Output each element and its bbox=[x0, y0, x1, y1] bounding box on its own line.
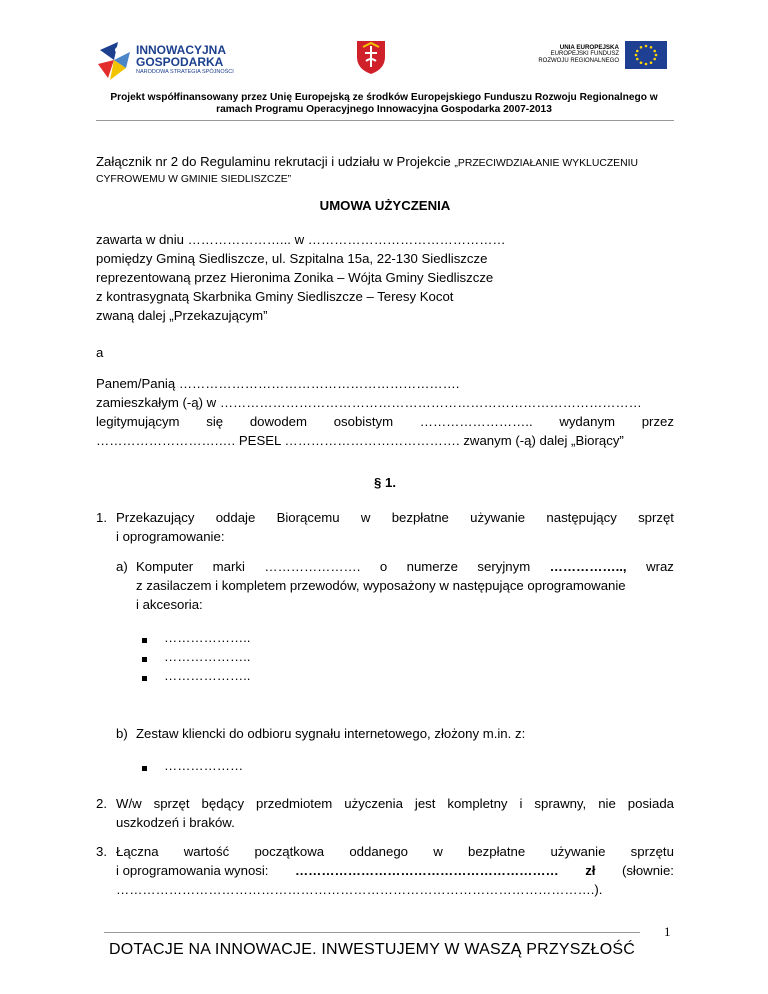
logo-text-line1: INNOWACYJNA bbox=[136, 43, 227, 57]
currency: zł bbox=[585, 863, 596, 878]
word: Biorącemu bbox=[276, 510, 340, 525]
word: oddaje bbox=[215, 510, 256, 525]
item-2-line1: W/w sprzęt będący przedmiotem użyczenia jest kompletny i sprawny, nie posiada bbox=[116, 796, 674, 811]
intro-line: pomiędzy Gminą Siedliszcze, ul. Szpitalna 15a, 22-130 Siedliszcze bbox=[96, 251, 488, 266]
word: numerze bbox=[406, 559, 458, 574]
intro-line: z kontrasygnatą Skarbnika Gminy Siedliszcze – Teresy Kocot bbox=[96, 289, 454, 304]
intro-line: zwaną dalej „Przekazującym” bbox=[96, 308, 268, 323]
eu-text-line2: EUROPEJSKI FUNDUSZ bbox=[550, 51, 619, 57]
intro-line: zawarta w dniu …………………... w ……………………………………… bbox=[96, 232, 506, 247]
funding-line2: ramach Programu Operacyjnego Innowacyjna Gospodarka 2007-2013 bbox=[216, 104, 552, 115]
header-divider bbox=[96, 120, 674, 121]
footer-divider bbox=[104, 932, 640, 933]
word: dowodem bbox=[249, 414, 307, 429]
project-name: „PRZECIWDZIAŁANIE WYKLUCZENIU bbox=[454, 158, 639, 169]
project-name-cont: CYFROWEMU W GMINIE SIEDLISZCZE” bbox=[96, 174, 292, 185]
bullet-icon bbox=[142, 657, 147, 662]
word: bezpłatne bbox=[468, 844, 526, 859]
word: Łączna bbox=[116, 844, 159, 859]
item-3-line3: ……………………………………………………………………………………………….). bbox=[116, 882, 603, 897]
serial-number-blank: …………….., bbox=[549, 559, 627, 574]
item-3-line1 bbox=[116, 842, 674, 861]
sub-b-text: Zestaw kliencki do odbioru sygnału internetowego, złożony m.in. z: bbox=[136, 726, 526, 741]
word: oddanego bbox=[349, 844, 408, 859]
party-line: Panem/Panią ………………………………………………………. bbox=[96, 376, 460, 391]
item-number: 2. bbox=[96, 796, 107, 811]
word: legitymującym bbox=[96, 414, 180, 429]
item-2-line2: uszkodzeń i braków. bbox=[116, 815, 235, 830]
word: wydanym bbox=[559, 414, 616, 429]
sub-a-line2: z zasilaczem i kompletem przewodów, wyposażony w następujące oprogramowanie bbox=[136, 578, 626, 593]
sub-a bbox=[136, 557, 674, 614]
and-word: a bbox=[96, 345, 104, 360]
section-heading: § 1. bbox=[374, 475, 396, 490]
word: następujący bbox=[546, 510, 617, 525]
party-id-line bbox=[96, 412, 674, 431]
word: początkowa bbox=[254, 844, 325, 859]
word: się bbox=[206, 414, 224, 429]
word: w bbox=[433, 844, 443, 859]
item-3-line2 bbox=[116, 861, 674, 880]
item-1 bbox=[116, 508, 674, 546]
list-item: ……………….. bbox=[164, 668, 251, 683]
eu-flag-icon bbox=[625, 41, 667, 69]
item-number: 3. bbox=[96, 844, 107, 859]
word: Komputer bbox=[136, 559, 194, 574]
amount-blank: …………………………………………………… bbox=[294, 863, 559, 878]
word: bezpłatne bbox=[391, 510, 449, 525]
bullet-icon bbox=[142, 638, 147, 643]
word: (słownie: bbox=[621, 863, 674, 878]
word: o bbox=[379, 559, 388, 574]
word: używanie bbox=[470, 510, 526, 525]
eu-logo bbox=[535, 44, 667, 70]
attachment-text: Załącznik nr 2 do Regulaminu rekrutacji i udziału w Projekcie bbox=[96, 154, 455, 169]
page-number: 1 bbox=[664, 924, 671, 939]
word: i oprogramowania wynosi: bbox=[116, 863, 269, 878]
word: seryjnym bbox=[477, 559, 531, 574]
item-2 bbox=[116, 794, 674, 832]
sub-a-line3: i akcesoria: bbox=[136, 597, 203, 612]
word: w bbox=[360, 510, 371, 525]
item-1-line1 bbox=[116, 508, 674, 527]
word: …………………. bbox=[264, 559, 361, 574]
funding-notice bbox=[60, 92, 708, 116]
logo-text-line3: NARODOWA STRATEGIA SPÓJNOŚCI bbox=[136, 69, 234, 75]
list-item: ……………….. bbox=[164, 649, 251, 664]
sub-a-line1 bbox=[136, 557, 674, 576]
eu-text-line3: ROZWOJU REGIONALNEGO bbox=[538, 58, 619, 64]
coat-of-arms-icon bbox=[355, 39, 387, 75]
word: wraz bbox=[646, 559, 674, 574]
intro-block bbox=[96, 230, 674, 325]
list-item: ……………… bbox=[164, 758, 244, 773]
bullet-icon bbox=[142, 766, 147, 771]
footer-slogan: DOTACJE NA INNOWACJE. INWESTUJEMY W WASZĄ PRZYSZŁOŚĆ bbox=[109, 941, 635, 958]
word: …………………….. bbox=[419, 414, 533, 429]
word: przez bbox=[641, 414, 674, 429]
bullet-icon bbox=[142, 676, 147, 681]
intro-line: reprezentowaną przez Hieronima Zonika – Wójta Gminy Siedliszcze bbox=[96, 270, 494, 285]
item-3 bbox=[116, 842, 674, 899]
sub-a-label: a) bbox=[116, 559, 128, 574]
word: Przekazujący bbox=[116, 510, 195, 525]
item-1-line2: i oprogramowanie: bbox=[116, 529, 225, 544]
word: marki bbox=[212, 559, 245, 574]
word: sprzętu bbox=[630, 844, 674, 859]
list-item: ……………….. bbox=[164, 630, 251, 645]
logo-text-line2: GOSPODARKA bbox=[136, 55, 224, 69]
word: sprzęt bbox=[638, 510, 674, 525]
funding-line1: Projekt współfinansowany przez Unię Europejską ze środków Europejskiego Funduszu Rozwoju Regionalnego w bbox=[110, 92, 658, 103]
party-block bbox=[96, 374, 674, 450]
item-number: 1. bbox=[96, 510, 107, 525]
attachment-header bbox=[96, 152, 674, 187]
eu-text-line1: UNIA EUROPEJSKA bbox=[559, 44, 619, 51]
word: osobistym bbox=[333, 414, 394, 429]
party-line: zamieszkałym (-ą) w …………………………………………………………………………………… bbox=[96, 395, 642, 410]
document-title: UMOWA UŻYCZENIA bbox=[319, 198, 451, 213]
party-line: ……………………….…. PESEL …………………………………. zwanym (-ą) dalej „Biorący” bbox=[96, 433, 624, 448]
innowacyjna-gospodarka-logo bbox=[96, 38, 246, 84]
word: wartość bbox=[183, 844, 230, 859]
word: używanie bbox=[550, 844, 606, 859]
sub-b-label: b) bbox=[116, 726, 128, 741]
